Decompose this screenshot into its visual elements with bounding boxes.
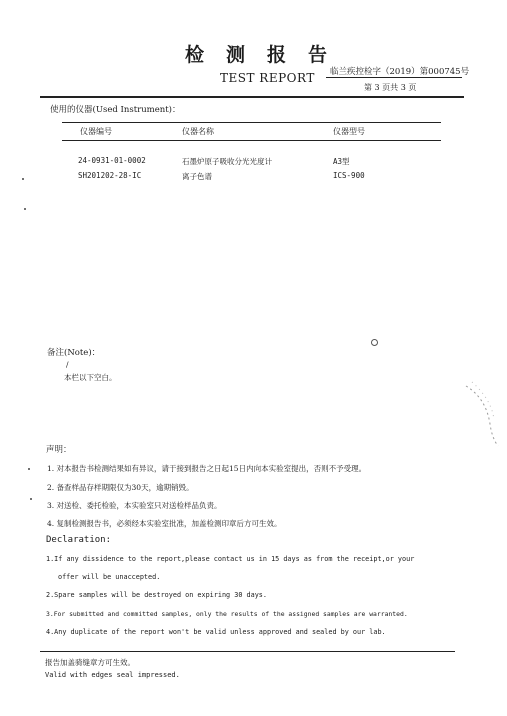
table-cell-instrument-model: ICS-900 — [333, 171, 365, 180]
statement-item-cn: 1. 对本报告书检测结果如有异议，请于接到报告之日起15日内向本实验室提出，否则不予受理。 — [47, 464, 367, 473]
edge-seal-fragment — [462, 380, 502, 450]
table-cell-instrument-model: A3型 — [333, 157, 350, 166]
report-number-underline — [326, 77, 462, 78]
table-cell-instrument-name: 离子色谱 — [182, 172, 212, 181]
declaration-item-en: 2.Spare samples will be destroyed on expiring 30 days. — [46, 591, 267, 599]
footer-rule — [40, 651, 455, 652]
page-info: 第 3 页共 3 页 — [364, 83, 417, 92]
declaration-heading: Declaration: — [46, 535, 112, 545]
col-header-instrument-model: 仪器型号 — [333, 127, 365, 136]
scan-circle-mark — [371, 339, 378, 346]
note-heading: 备注(Note)： — [47, 348, 101, 358]
footer-en: Valid with edges seal impressed. — [45, 671, 180, 679]
declaration-item-en: 4.Any duplicate of the report won't be valid unless approved and sealed by our lab. — [46, 628, 386, 636]
statement-item-cn: 2. 备查样品存样期限仅为30天，逾期销毁。 — [47, 483, 194, 492]
col-header-instrument-name: 仪器名称 — [182, 127, 214, 136]
statement-item-cn: 3. 对送检、委托检验，本实验室只对送检样品负责。 — [47, 501, 222, 510]
declaration-item-en: 3.For submitted and committed samples, only the results of the assigned samples are warranted. — [46, 610, 408, 618]
report-title-en: TEST REPORT — [220, 71, 315, 85]
table-cell-instrument-name: 石墨炉原子吸收分光光度计 — [182, 157, 272, 166]
header-rule — [40, 96, 464, 98]
declaration-item-en: 1.If any dissidence to the report,please contact us in 15 days as from the receipt,or your — [46, 555, 415, 563]
scan-speck — [24, 208, 26, 210]
instruments-heading: 使用的仪器(Used Instrument)： — [50, 105, 181, 115]
table-cell-instrument-no: SH201202-28-IC — [78, 171, 142, 180]
scan-speck — [30, 498, 32, 500]
col-header-instrument-no: 仪器编号 — [80, 127, 112, 136]
table-cell-instrument-no: 24-0931-01-0002 — [78, 156, 146, 165]
statement-heading: 声明： — [46, 445, 72, 455]
report-number: 临兰疾控检字（2019）第000745号 — [330, 67, 470, 77]
instruments-table-header-rule — [62, 140, 441, 141]
scan-speck — [28, 468, 30, 470]
instruments-table-top-rule — [62, 122, 441, 123]
scan-speck — [22, 178, 24, 180]
report-title-cn: 检测报告 — [185, 44, 350, 66]
note-blank-text: 本栏以下空白。 — [64, 373, 117, 382]
declaration-item-en: offer will be unaccepted. — [58, 573, 161, 581]
statement-item-cn: 4. 复制检测报告书，必须经本实验室批准，加盖检测印章后方可生效。 — [47, 519, 282, 528]
footer-cn: 报告加盖骑缝章方可生效。 — [45, 658, 135, 667]
note-slash: / — [66, 360, 69, 369]
